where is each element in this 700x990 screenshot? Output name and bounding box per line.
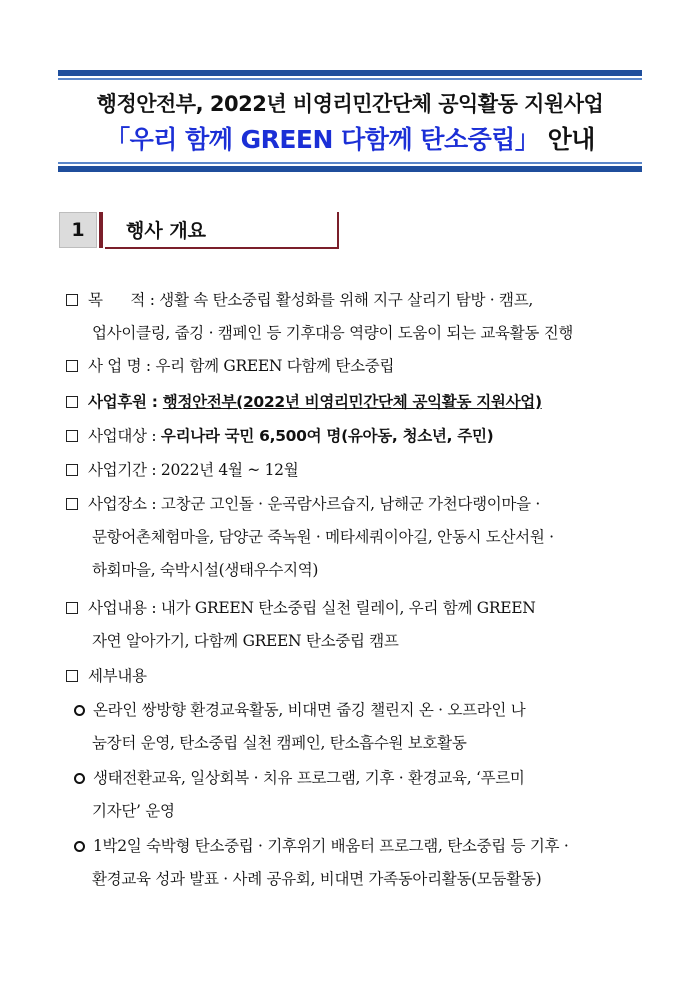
item-content bbox=[66, 596, 536, 618]
item-place-cont1: 문항어촌체험마을, 담양군 죽녹원 · 메타세쿼이아길, 안동시 도산서원 · bbox=[92, 528, 554, 546]
detail-item-2-cont: 기자단’ 운영 bbox=[92, 802, 175, 820]
detail-item-2 bbox=[74, 766, 525, 788]
item-label: 목 적 bbox=[88, 291, 146, 309]
item-separator: : bbox=[146, 393, 163, 411]
detail-item-3-cont: 환경교육 성과 발표 · 사례 공유회, 비대면 가족동아리활동(모둠활동) bbox=[92, 870, 542, 888]
item-separator: : bbox=[146, 495, 161, 513]
item-separator: : bbox=[145, 291, 160, 309]
item-period bbox=[66, 458, 298, 480]
item-sponsor bbox=[66, 390, 542, 412]
item-label: 사업후원 bbox=[88, 393, 147, 411]
circle-bullet-icon bbox=[74, 705, 85, 716]
checkbox-icon bbox=[66, 396, 78, 408]
checkbox-icon bbox=[66, 360, 78, 372]
detail-item-1 bbox=[74, 698, 525, 720]
item-separator: : bbox=[146, 461, 161, 479]
item-text: 내가 GREEN 탄소중립 실천 릴레이, 우리 함께 GREEN bbox=[160, 599, 536, 617]
item-separator: : bbox=[146, 599, 161, 617]
item-name bbox=[66, 354, 394, 376]
title-suffix: 안내 bbox=[539, 125, 595, 154]
checkbox-icon bbox=[66, 602, 78, 614]
item-place-cont2: 하회마을, 숙박시설(생태우수지역) bbox=[92, 561, 319, 579]
section-number: 1 bbox=[59, 212, 97, 248]
document-title-line1: 행정안전부, 2022년 비영리민간단체 공익활동 지원사업 bbox=[96, 92, 604, 116]
checkbox-icon bbox=[66, 430, 78, 442]
checkbox-icon bbox=[66, 670, 78, 682]
header-top-rule-thin bbox=[58, 78, 642, 80]
item-purpose-cont: 업사이클링, 줍깅 · 캠페인 등 기후대응 역량이 도움이 되는 교육활동 진행 bbox=[92, 324, 574, 342]
item-target bbox=[66, 424, 493, 446]
item-purpose bbox=[66, 288, 533, 310]
item-place bbox=[66, 492, 540, 514]
section-end-line bbox=[337, 212, 339, 249]
section-underline bbox=[105, 247, 339, 249]
item-detail bbox=[66, 664, 147, 686]
item-label: 사업내용 bbox=[88, 599, 147, 617]
header-bottom-rule bbox=[58, 166, 642, 172]
item-separator: : bbox=[141, 357, 156, 375]
detail-text: 생태전환교육, 일상회복 · 치유 프로그램, 기후 · 환경교육, ‘푸르미 bbox=[93, 769, 525, 787]
item-label: 사 업 명 bbox=[88, 357, 142, 375]
header-bottom-rule-thin bbox=[58, 162, 642, 164]
header-top-rule bbox=[58, 70, 642, 76]
checkbox-icon bbox=[66, 464, 78, 476]
item-label: 세부내용 bbox=[88, 667, 147, 685]
section-accent-bar bbox=[99, 212, 103, 248]
item-text: 우리 함께 GREEN 다함께 탄소중립 bbox=[155, 357, 395, 375]
item-text: 고창군 고인돌 · 운곡람사르습지, 남해군 가천다랭이마을 · bbox=[160, 495, 541, 513]
detail-item-3 bbox=[74, 834, 568, 856]
item-text: 2022년 4월 ~ 12월 bbox=[160, 461, 299, 479]
checkbox-icon bbox=[66, 498, 78, 510]
circle-bullet-icon bbox=[74, 841, 85, 852]
item-label: 사업장소 bbox=[88, 495, 147, 513]
document-title-line2 bbox=[58, 120, 642, 156]
circle-bullet-icon bbox=[74, 773, 85, 784]
item-label: 사업기간 bbox=[88, 461, 147, 479]
item-separator: : bbox=[146, 427, 161, 445]
detail-text: 1박2일 숙박형 탄소중립 · 기후위기 배움터 프로그램, 탄소중립 등 기후 · bbox=[93, 837, 569, 855]
detail-item-1-cont: 눔장터 운영, 탄소중립 실천 캠페인, 탄소흡수원 보호활동 bbox=[92, 734, 467, 752]
item-label: 사업대상 bbox=[88, 427, 147, 445]
item-content-cont: 자연 알아가기, 다함께 GREEN 탄소중립 캠프 bbox=[92, 632, 399, 650]
item-text: 우리나라 국민 6,500여 명(유아동, 청소년, 주민) bbox=[160, 427, 494, 445]
checkbox-icon bbox=[66, 294, 78, 306]
item-text: 행정안전부(2022년 비영리민간단체 공익활동 지원사업) bbox=[162, 393, 542, 411]
item-text: 생활 속 탄소중립 활성화를 위해 지구 살리기 탐방 · 캠프, bbox=[159, 291, 534, 309]
event-title: 「우리 함께 GREEN 다함께 탄소중립」 bbox=[105, 125, 540, 154]
detail-text: 온라인 쌍방향 환경교육활동, 비대면 줍깅 챌린지 온 · 오프라인 나 bbox=[93, 701, 526, 719]
section-title: 행사 개요 bbox=[126, 220, 207, 242]
